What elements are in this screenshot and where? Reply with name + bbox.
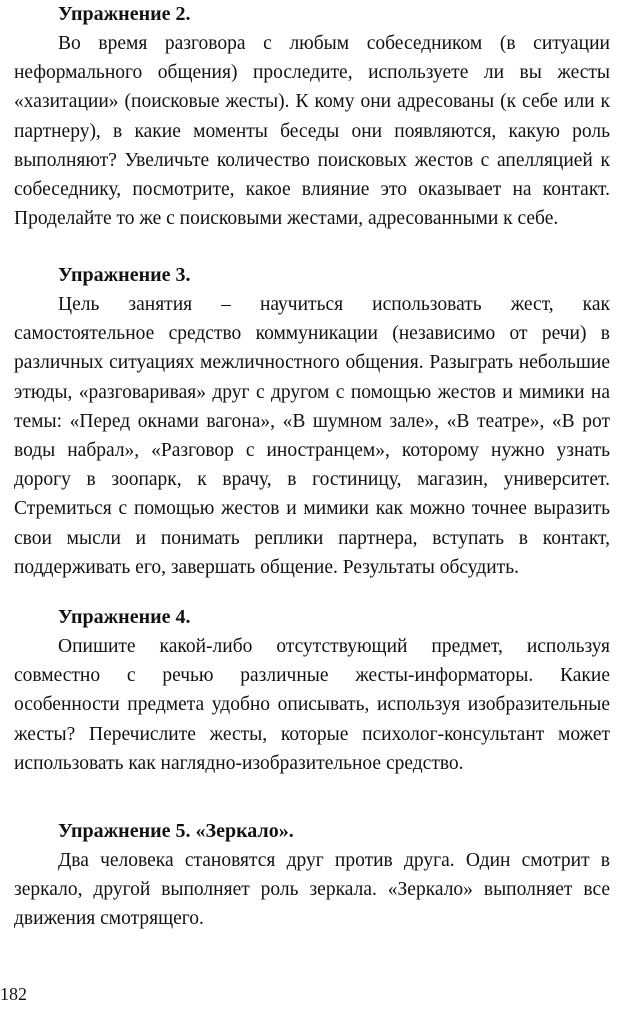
exercise-5-subtitle: «Зеркало». bbox=[195, 820, 294, 842]
exercise-4-title: Упражнение 4. bbox=[58, 606, 191, 628]
exercise-3-title: Упражнение 3. bbox=[58, 264, 191, 286]
exercise-2 bbox=[14, 0, 610, 233]
exercise-3 bbox=[14, 261, 610, 582]
exercise-5 bbox=[14, 817, 610, 934]
exercise-5-text: Два человека становятся друг против друга. Один смотрит в зеркало, другой выполняет роль зеркала. «Зеркало» выполняет все движения смотрящего. bbox=[14, 850, 610, 930]
exercise-2-title: Упражнение 2. bbox=[58, 3, 191, 25]
exercise-4 bbox=[14, 603, 610, 778]
page-number: 182 bbox=[0, 984, 27, 1004]
exercise-4-text: Опишите какой-либо отсутствующий предмет, используя совместно с речью различные жесты-информаторы. Какие особенности предмета удобно описывать, используя изобразительные жесты? Перечислите жесты, которые психолог-консультант может использовать как наглядно-изобразительное средство. bbox=[14, 636, 610, 774]
exercise-2-text: Во время разговора с любым собеседником (в ситуации неформального общения) проследите, используете ли вы жесты «хазитации» (поисковые жесты). К кому они адресованы (к себе или к партнеру), в какие моменты беседы они появляются, какую роль выполняют? Увеличьте количество поисковых жестов с апелляцией к собеседнику, посмотрите, какое влияние это оказывает на контакт. Проделайте то же с поисковыми жестами, адресованными к себе. bbox=[14, 33, 610, 230]
exercise-5-title: Упражнение 5. bbox=[58, 820, 191, 842]
exercise-5-heading bbox=[14, 817, 610, 846]
exercise-3-text: Цель занятия – научиться использовать жест, как самостоятельное средство коммуникации (независимо от речи) в различных ситуациях межличностного общения. Разыграть небольшие этюды, «разговаривая» друг с другом с помощью жестов и мимики на темы: «Перед окнами вагона», «В шумном зале», «В театре», «В рот воды набрал», «Разговор с иностранцем», которому нужно узнать дорогу в зоопарк, к врачу, в гостиницу, магазин, университет. Стремиться с помощью жестов и мимики как можно точнее выразить свои мысли и понимать реплики партнера, вступать в контакт, поддерживать его, завершать общение. Результаты обсудить. bbox=[14, 294, 610, 578]
